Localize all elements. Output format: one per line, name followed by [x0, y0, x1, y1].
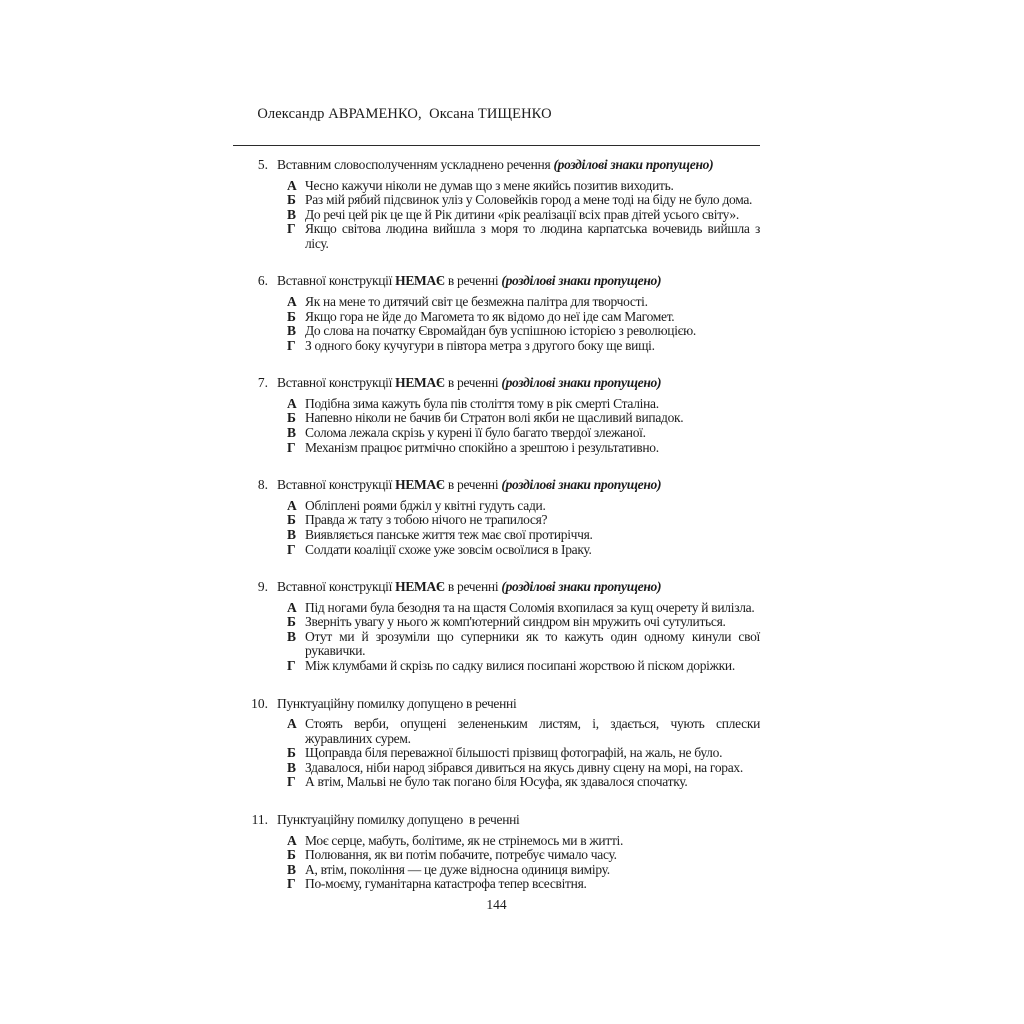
option-letter: Б — [287, 745, 296, 761]
option-letter: А — [287, 832, 297, 848]
option-letter: Г — [287, 337, 296, 353]
option-text: Якщо світова людина вийшла з моря то людина карпатська вочевидь вийшла з лісу. — [305, 221, 760, 251]
question-number: 11. — [251, 812, 268, 828]
question-title — [277, 696, 760, 712]
answer-option — [277, 834, 760, 849]
question-body — [277, 157, 760, 251]
question-title-segment: Вставної конструкції — [277, 273, 396, 289]
question-title — [277, 157, 760, 173]
page-number: 144 — [486, 897, 507, 912]
option-letter: Б — [287, 308, 296, 324]
answer-option — [277, 543, 760, 558]
question-body — [277, 696, 760, 790]
question-number: 10. — [251, 695, 268, 711]
option-text: Отут ми й зрозуміли що суперники як то кажуть один одному кинули свої рукавички. — [305, 628, 760, 659]
options-list — [277, 499, 760, 557]
question-block — [233, 812, 760, 892]
answer-option — [277, 877, 760, 892]
question-block — [233, 477, 760, 557]
question-title-segment: в реченні — [444, 477, 502, 493]
option-text: По-моєму, гуманітарна катастрофа тепер всесвітня. — [305, 876, 587, 892]
option-letter: В — [287, 323, 297, 339]
answer-option — [277, 630, 760, 659]
question-title-segment: в реченні — [444, 375, 502, 391]
page-header — [233, 90, 760, 146]
option-text: Полювання, як ви потім побачите, потребує чимало часу. — [305, 847, 617, 863]
option-letter: А — [287, 716, 297, 732]
options-list — [277, 179, 760, 252]
option-letter: Г — [287, 439, 296, 455]
question-title-segment: Вставної конструкції — [277, 375, 396, 391]
option-letter: Г — [287, 657, 296, 673]
option-text: Зверніть увагу у нього ж комп'ютерний синдром він мружить очі сутулиться. — [305, 614, 726, 630]
question-block — [233, 579, 760, 673]
options-list — [277, 834, 760, 892]
page-footer — [233, 897, 760, 913]
option-letter: Б — [287, 410, 296, 426]
question-title-segment: Пунктуаційну помилку допущено в реченні — [277, 695, 517, 711]
option-text: З одного боку кучугури в півтора метра з другого боку ще вищі. — [305, 337, 655, 353]
option-text: Моє серце, мабуть, болітиме, як не стрінемось ми в житті. — [305, 832, 624, 848]
answer-option — [277, 746, 760, 761]
option-letter: Г — [287, 541, 296, 557]
answer-option — [277, 208, 760, 223]
question-title-segment: НЕМАЄ — [395, 273, 445, 289]
option-text: Чесно кажучи ніколи не думав що з мене якийсь позитив виходить. — [305, 177, 674, 193]
answer-option — [277, 848, 760, 863]
answer-option — [277, 499, 760, 514]
question-title-segment: в реченні — [444, 273, 502, 289]
question-title-segment: (розділові знаки пропущено) — [501, 273, 662, 289]
option-text: Правда ж тату з тобою нічого не трапилося? — [305, 512, 548, 528]
question-title — [277, 477, 760, 493]
question-block — [233, 157, 760, 251]
option-letter: А — [287, 395, 297, 411]
option-text: А, втім, покоління — це дуже відносна одиниця виміру. — [305, 861, 610, 877]
options-list — [277, 717, 760, 790]
option-letter: В — [287, 425, 297, 441]
option-text: Під ногами була безодня та на щастя Соломія вхопилася за кущ очерету й вилізла. — [305, 599, 755, 615]
answer-option — [277, 761, 760, 776]
question-title-segment: Вставної конструкції — [277, 477, 396, 493]
options-list — [277, 601, 760, 674]
option-letter: А — [287, 599, 297, 615]
question-number: 8. — [257, 477, 268, 493]
question-number: 5. — [257, 157, 268, 172]
answer-option — [277, 339, 760, 354]
answer-option — [277, 528, 760, 543]
question-title — [277, 375, 760, 391]
option-text: Солдати коаліції схоже уже зовсім освоїлися в Іраку. — [305, 541, 592, 557]
question-block — [233, 375, 760, 455]
options-list — [277, 397, 760, 455]
answer-option — [277, 411, 760, 426]
question-title-segment: Вставним словосполученням ускладнено речення — [277, 157, 554, 172]
question-title — [277, 812, 760, 828]
option-text: До речі цей рік це ще й Рік дитини «рік реалізації всіх прав дітей усього світу». — [305, 206, 739, 222]
option-letter: А — [287, 497, 297, 513]
question-block — [233, 273, 760, 353]
option-text: Щоправда біля переважної більшості прізвищ фотографій, на жаль, не було. — [305, 745, 723, 761]
option-text: Здавалося, ніби народ зібрався дивиться на якусь дивну сцену на морі, на горах. — [305, 759, 743, 775]
questions-list — [233, 157, 760, 892]
option-letter: Г — [287, 221, 296, 237]
option-letter: В — [287, 206, 297, 222]
question-body — [277, 812, 760, 892]
answer-option — [277, 397, 760, 412]
option-text: Солома лежала скрізь у курені її було багато твердої злежаної. — [305, 425, 646, 441]
option-text: А втім, Мальві не було так погано біля Юсуфа, як здавалося спочатку. — [305, 774, 688, 790]
option-text: Виявляється панське життя теж має свої протиріччя. — [305, 526, 593, 542]
option-letter: В — [287, 628, 297, 644]
answer-option — [277, 310, 760, 325]
question-block — [233, 696, 760, 790]
question-title-segment: в реченні — [444, 579, 502, 595]
answer-option — [277, 863, 760, 878]
question-title-segment: Вставної конструкції — [277, 579, 396, 595]
question-title — [277, 273, 760, 289]
question-title-segment: (розділові знаки пропущено) — [501, 477, 662, 493]
option-letter: А — [287, 293, 297, 309]
question-title-segment: НЕМАЄ — [395, 477, 445, 493]
option-text: Як на мене то дитячий світ це безмежна палітра для творчості. — [305, 293, 648, 309]
answer-option — [277, 193, 760, 208]
answer-option — [277, 324, 760, 339]
question-title-segment: НЕМАЄ — [395, 579, 445, 595]
answer-option — [277, 775, 760, 790]
question-number: 7. — [257, 375, 268, 391]
option-text: Механізм працює ритмічно спокійно а зрештою і результативно. — [305, 439, 659, 455]
option-letter: В — [287, 759, 297, 775]
option-letter: Б — [287, 614, 296, 630]
option-text: До слова на початку Євромайдан був успішною історією з революцією. — [305, 323, 697, 339]
answer-option — [277, 441, 760, 456]
option-letter: Б — [287, 512, 296, 528]
question-title-segment: НЕМАЄ — [395, 375, 445, 391]
option-letter: В — [287, 526, 297, 542]
answer-option — [277, 179, 760, 194]
option-letter: Б — [287, 192, 296, 208]
option-text: Напевно ніколи не бачив би Стратон волі якби не щасливий випадок. — [305, 410, 684, 426]
option-text: Між клумбами й скрізь по садку вилися посипані жорствою й піском доріжки. — [305, 657, 735, 673]
question-body — [277, 579, 760, 673]
answer-option — [277, 426, 760, 441]
question-title-segment: Пунктуаційну помилку допущено в реченні — [277, 812, 520, 828]
option-text: Обліплені роями бджіл у квітні гудуть сади. — [305, 497, 546, 513]
question-title-segment: (розділові знаки пропущено) — [501, 579, 662, 595]
question-body — [277, 375, 760, 455]
answer-option — [277, 717, 760, 746]
option-letter: Г — [287, 774, 296, 790]
option-letter: А — [287, 177, 297, 193]
question-title-segment: (розділові знаки пропущено) — [553, 157, 714, 172]
question-body — [277, 273, 760, 353]
question-title — [277, 579, 760, 595]
answer-option — [277, 513, 760, 528]
answer-option — [277, 615, 760, 630]
options-list — [277, 295, 760, 353]
answer-option — [277, 222, 760, 251]
answer-option — [277, 601, 760, 616]
option-text: Стоять верби, опущені зелененьким листям, і, здається, чують сплески журавлиних сурем. — [305, 716, 760, 746]
question-number: 6. — [257, 273, 268, 289]
question-number: 9. — [257, 579, 268, 595]
answer-option — [277, 295, 760, 310]
question-title-segment: (розділові знаки пропущено) — [501, 375, 662, 391]
option-text: Подібна зима кажуть була пів століття тому в рік смерті Сталіна. — [305, 395, 659, 411]
header-authors: Олександр АВРАМЕНКО, Оксана ТИЩЕНКО — [257, 106, 552, 122]
option-letter: Б — [287, 847, 296, 863]
option-letter: В — [287, 861, 297, 877]
option-text: Якщо гора не йде до Магомета то як відомо до неї іде сам Магомет. — [305, 308, 675, 324]
option-letter: Г — [287, 876, 296, 892]
option-text: Раз мій рябий підсвинок уліз у Соловейків город а мене тоді на біду не було дома. — [305, 192, 753, 208]
answer-option — [277, 659, 760, 674]
question-body — [277, 477, 760, 557]
page-content — [233, 90, 760, 914]
